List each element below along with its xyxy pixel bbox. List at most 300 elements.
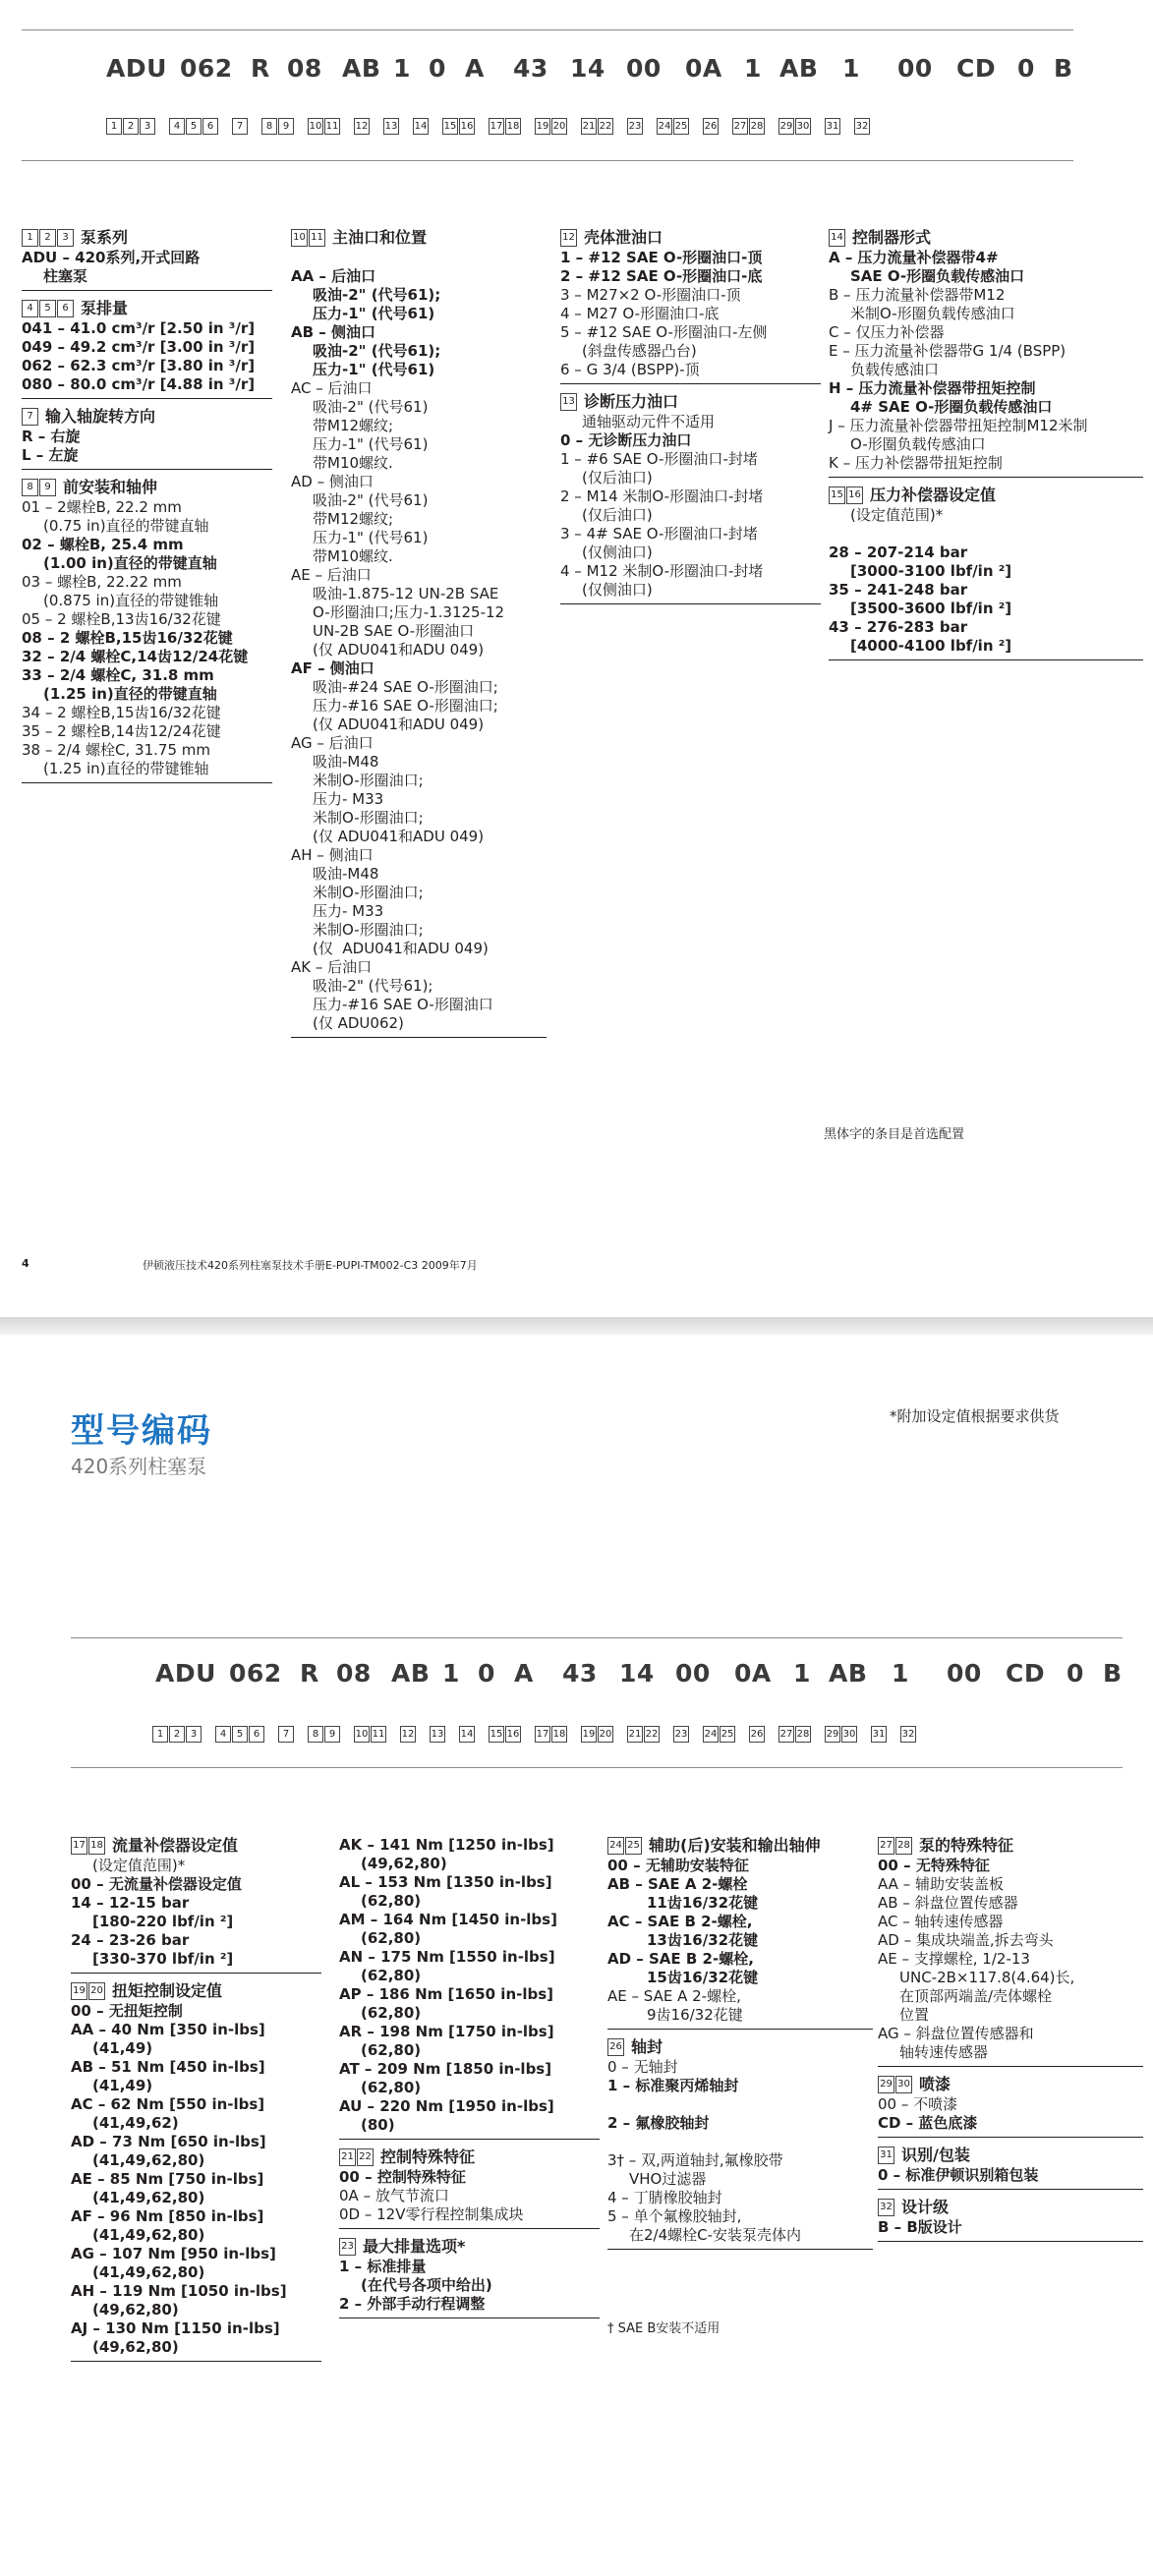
section-position-boxes — [71, 1982, 106, 2000]
option-line: 01 – 2螺栓B, 22.2 mm — [22, 498, 182, 516]
option-line: ADU – 420系列,开式回路 — [22, 249, 201, 266]
option-line: 9齿16/32花键 — [647, 2006, 743, 2024]
section-rule — [22, 290, 272, 291]
section-heading — [560, 228, 821, 247]
model-code-row — [0, 54, 1153, 93]
option-line: (设定值范围)* — [92, 1857, 186, 1874]
position-box: 15 — [442, 118, 458, 135]
position-box: 11 — [324, 118, 340, 135]
option-line: AA – 辅助安装盖板 — [878, 1875, 1004, 1893]
option-line: 15齿16/32花键 — [647, 1969, 759, 1986]
option-line: 4 – M27 O-形圈油口-底 — [560, 305, 720, 322]
option-line: (62,80) — [361, 2041, 422, 2059]
position-group — [169, 118, 219, 135]
option-line: SAE O-形圈负载传感油口 — [850, 267, 1025, 285]
position-box: 30 — [795, 118, 811, 135]
position-box: 24 — [607, 1837, 624, 1855]
option-line: 00 – 无特殊特征 — [878, 1857, 990, 1874]
section-heading — [829, 228, 1143, 247]
section-position-boxes — [878, 1837, 913, 1855]
option-line: C – 仅压力补偿器 — [829, 323, 945, 341]
position-group — [308, 118, 341, 135]
section-heading — [829, 486, 1143, 504]
section-rule — [22, 398, 272, 399]
option-line: AA – 后油口 — [291, 267, 376, 285]
option-line: 4# SAE O-形圈负载传感油口 — [850, 398, 1053, 416]
code-section — [829, 486, 1143, 660]
option-line: (仅 ADU041和ADU 049) — [313, 641, 485, 658]
code-segment: ADU — [155, 1659, 216, 1688]
position-box: 21 — [339, 2148, 356, 2166]
option-line: VHO过滤器 — [629, 2170, 707, 2188]
code-segment: 1 — [744, 54, 762, 83]
top-divider — [71, 1637, 1123, 1638]
position-group — [703, 118, 720, 135]
option-line: (49,62,80) — [361, 1855, 447, 1872]
position-box: 25 — [625, 1837, 642, 1855]
model-code-row — [49, 1659, 1153, 1698]
option-line: AC – 轴转速传感器 — [878, 1913, 1004, 1930]
code-segment: 062 — [180, 54, 233, 83]
position-box: 22 — [644, 1726, 660, 1743]
position-box: 5 — [39, 300, 56, 317]
option-line: (仅侧油口) — [582, 544, 653, 561]
position-box: 20 — [88, 1982, 105, 2000]
position-group — [354, 1726, 387, 1743]
option-line: (0.875 in)直径的带键锥轴 — [43, 592, 219, 609]
option-line: (62,80) — [361, 1892, 422, 1910]
code-segment: 00 — [897, 54, 933, 83]
code-section — [291, 228, 547, 1038]
option-line: 压力-1" (代号61) — [313, 361, 435, 378]
option-line: (80) — [361, 2116, 395, 2134]
code-segment: AB — [342, 54, 381, 83]
position-group — [308, 1726, 341, 1743]
option-line: (斜盘传感器凸台) — [582, 342, 697, 360]
option-line: AG – 斜盘位置传感器和 — [878, 2025, 1034, 2042]
option-line: 1 – 标准排量 — [339, 2258, 427, 2275]
position-box: 18 — [551, 1726, 567, 1743]
section-heading — [22, 299, 272, 317]
position-group — [215, 1726, 265, 1743]
option-line: AA – 40 Nm [350 in-lbs] — [71, 2021, 265, 2038]
position-boxes — [152, 1726, 930, 1743]
position-box: 17 — [71, 1837, 87, 1855]
section-title: 前安装和轴伸 — [63, 478, 158, 496]
option-line: 00 – 不喷漆 — [878, 2095, 958, 2113]
code-segment: 1 — [393, 54, 411, 83]
code-segment: 43 — [562, 1659, 598, 1688]
position-box: 2 — [123, 118, 139, 135]
position-box: 4 — [215, 1726, 231, 1743]
page-5 — [0, 1335, 1153, 2576]
section-title: 辅助(后)安装和输出轴伸 — [649, 1836, 821, 1855]
option-line: 带M10螺纹. — [313, 547, 393, 565]
option-line: (1.25 in)直径的带键直轴 — [43, 685, 217, 703]
option-line: [4000-4100 lbf/in ²] — [850, 637, 1012, 655]
section-position-boxes — [22, 479, 57, 496]
section-position-boxes — [22, 300, 75, 317]
section-heading — [71, 1836, 321, 1855]
code-section — [71, 1836, 321, 1974]
column-1 — [71, 1836, 321, 2370]
option-line: 08 – 2 螺栓B,15齿16/32花键 — [22, 629, 233, 647]
option-line: [180-220 lbf/in ²] — [92, 1913, 234, 1930]
position-group — [489, 118, 522, 135]
option-line: 4 – M12 米制O-形圈油口-封堵 — [560, 562, 764, 580]
option-line: 00 – 无扭矩控制 — [71, 2002, 183, 2020]
section-position-boxes — [339, 2238, 357, 2256]
position-group — [430, 1726, 446, 1743]
option-line: AE – 85 Nm [750 in-lbs] — [71, 2170, 264, 2188]
position-box: 16 — [505, 1726, 521, 1743]
section-rule — [71, 2361, 321, 2362]
position-box: 15 — [829, 487, 845, 504]
position-group — [581, 1726, 614, 1743]
position-box: 21 — [627, 1726, 643, 1743]
section-title: 轴封 — [631, 2037, 663, 2056]
position-group — [278, 1726, 295, 1743]
option-line: AH – 侧油口 — [291, 846, 374, 864]
option-line: 0 – 标准伊顿识别箱包装 — [878, 2166, 1039, 2184]
option-line: 3 – 4# SAE O-形圈油口-封堵 — [560, 525, 758, 543]
option-line: AG – 后油口 — [291, 734, 374, 752]
position-box: 30 — [841, 1726, 857, 1743]
column-1 — [22, 228, 272, 791]
option-line: R – 右旋 — [22, 428, 81, 445]
code-segment: 0 — [1017, 54, 1035, 83]
option-line: 0 – 无轴封 — [607, 2058, 678, 2076]
option-line: 05 – 2 螺栓B,13齿16/32花键 — [22, 610, 221, 628]
option-line: 35 – 2 螺栓B,14齿12/24花键 — [22, 722, 221, 740]
section-position-boxes — [71, 1837, 106, 1855]
option-line — [291, 249, 547, 267]
section-heading — [607, 2037, 873, 2056]
position-box: 10 — [308, 118, 323, 135]
section-title: 泵的特殊特征 — [919, 1836, 1014, 1855]
position-box: 15 — [489, 1726, 504, 1743]
option-line: (62,80) — [361, 1967, 422, 1984]
option-line: 03 – 螺栓B, 22.22 mm — [22, 573, 182, 591]
column-3 — [607, 1836, 873, 2258]
option-line: (仅 ADU041和ADU 049) — [313, 940, 489, 957]
option-line: AD – 侧油口 — [291, 473, 374, 490]
option-line: AU – 220 Nm [1950 in-lbs] — [339, 2097, 554, 2115]
code-segment: AB — [779, 54, 819, 83]
option-line: 00 – 无流量补偿器设定值 — [71, 1875, 242, 1893]
position-box: 17 — [535, 1726, 550, 1743]
option-line: K – 压力补偿器带扭矩控制 — [829, 454, 1003, 472]
section-heading — [878, 2075, 1143, 2093]
option-line: (0.75 in)直径的带键直轴 — [43, 517, 209, 535]
position-box: 7 — [232, 118, 248, 135]
option-line: CD – 蓝色底漆 — [878, 2114, 978, 2132]
option-line: UN-2B SAE O-形圈油口 — [313, 622, 475, 640]
option-line — [607, 2095, 873, 2114]
position-box: 26 — [703, 118, 719, 135]
position-group — [825, 118, 841, 135]
position-box: 10 — [291, 229, 308, 247]
option-line: B – 压力流量补偿器带M12 — [829, 286, 1006, 304]
option-line: (1.25 in)直径的带键锥轴 — [43, 760, 209, 777]
code-segment: 062 — [229, 1659, 282, 1688]
option-line: (41,49,62,80) — [92, 2226, 205, 2244]
column-2 — [291, 228, 547, 1046]
code-segment: AB — [391, 1659, 431, 1688]
position-box: 1 — [152, 1726, 168, 1743]
option-line: 4 – 丁腈橡胶轴封 — [607, 2189, 722, 2206]
option-line: AM – 164 Nm [1450 in-lbs] — [339, 1911, 557, 1928]
option-line: 5 – #12 SAE O-形圈油口-左侧 — [560, 323, 768, 341]
section-heading — [607, 1836, 873, 1855]
code-segment: 1 — [793, 1659, 811, 1688]
option-line: 32 – 2/4 螺栓C,14齿12/24花键 — [22, 648, 249, 665]
position-box: 16 — [459, 118, 475, 135]
option-line: 吸油-M48 — [313, 865, 379, 883]
position-box: 14 — [413, 118, 429, 135]
position-box: 30 — [895, 2076, 912, 2093]
code-segment: 0 — [1067, 1659, 1084, 1688]
position-box: 6 — [202, 118, 218, 135]
option-line: AB – 斜盘位置传感器 — [878, 1894, 1018, 1912]
section-rule — [607, 2029, 873, 2030]
option-line: (41,49) — [92, 2077, 153, 2094]
availability-note: *附加设定值根据要求供货 — [890, 1407, 1060, 1425]
position-box: 8 — [22, 479, 38, 496]
position-box: 2 — [39, 229, 56, 247]
section-title: 最大排量选项* — [363, 2237, 466, 2256]
option-line: 吸油-2" (代号61); — [313, 977, 433, 995]
position-group — [383, 118, 400, 135]
section-position-boxes — [560, 229, 578, 247]
option-line: O-形圈负载传感油口 — [850, 435, 986, 453]
section-position-boxes — [878, 2076, 913, 2093]
section-position-boxes — [22, 229, 75, 247]
position-box: 23 — [339, 2238, 356, 2256]
option-line: 吸油-#24 SAE O-形圈油口; — [313, 678, 498, 696]
option-line — [607, 2133, 873, 2151]
position-box: 32 — [900, 1726, 916, 1743]
column-3 — [560, 228, 821, 612]
code-segment: 0A — [734, 1659, 772, 1688]
page-title: 型号编码 — [71, 1411, 212, 1451]
section-title: 输入轴旋转方向 — [45, 407, 156, 426]
position-group — [535, 118, 568, 135]
position-group — [354, 118, 371, 135]
code-segment: 00 — [675, 1659, 711, 1688]
position-group — [703, 1726, 736, 1743]
sae-note: † SAE B安装不适用 — [607, 2321, 721, 2336]
preferred-note: 黑体字的条目是首选配置 — [824, 1127, 965, 1142]
option-line: 压力-1" (代号61) — [313, 305, 435, 322]
position-box: 18 — [88, 1837, 105, 1855]
option-line: 吸油-2" (代号61) — [313, 398, 429, 416]
option-line: AE – 支撑螺栓, 1/2-13 — [878, 1950, 1030, 1968]
position-box: 1 — [22, 229, 38, 247]
option-line: 带M10螺纹. — [313, 454, 393, 472]
option-line: 38 – 2/4 螺栓C, 31.75 mm — [22, 741, 210, 759]
option-line: 在2/4螺栓C-安装泵壳体内 — [629, 2226, 802, 2244]
option-line: (设定值范围)* — [850, 506, 944, 524]
section-rule — [560, 603, 821, 604]
option-line: AF – 侧油口 — [291, 659, 375, 677]
position-box: 24 — [657, 118, 672, 135]
section-title: 扭矩控制设定值 — [112, 1981, 223, 2000]
position-box: 7 — [22, 408, 38, 426]
section-position-boxes — [560, 393, 578, 411]
position-group — [413, 118, 430, 135]
option-line: (62,80) — [361, 1929, 422, 1947]
code-section — [22, 407, 272, 470]
position-box: 17 — [489, 118, 504, 135]
position-box: 27 — [778, 1726, 794, 1743]
section-position-boxes — [607, 1837, 643, 1855]
position-group — [261, 118, 295, 135]
section-title: 主油口和位置 — [332, 228, 428, 247]
code-segment: 0A — [685, 54, 722, 83]
section-rule — [339, 2139, 600, 2140]
option-line: AE – SAE A 2-螺栓, — [607, 1987, 741, 2005]
page-subtitle: 420系列柱塞泵 — [71, 1455, 207, 1478]
position-group — [489, 1726, 522, 1743]
code-section — [607, 2037, 873, 2250]
code-segment: 1 — [892, 1659, 909, 1688]
position-box: 14 — [459, 1726, 475, 1743]
position-box: 21 — [581, 118, 597, 135]
option-line: 02 – 螺栓B, 25.4 mm — [22, 536, 184, 553]
option-line: 压力-1" (代号61) — [313, 529, 429, 546]
option-line: (41,49,62,80) — [92, 2263, 205, 2281]
position-group — [581, 118, 614, 135]
position-box: 12 — [354, 118, 370, 135]
section-title: 控制特殊特征 — [380, 2147, 476, 2166]
option-line: AG – 107 Nm [950 in-lbs] — [71, 2245, 276, 2262]
code-segment: 43 — [513, 54, 548, 83]
position-box: 20 — [598, 1726, 613, 1743]
section-rule — [71, 1973, 321, 1974]
option-line: (仅 ADU062) — [313, 1014, 404, 1032]
position-box: 11 — [371, 1726, 386, 1743]
position-box: 28 — [795, 1726, 811, 1743]
position-box: 25 — [673, 118, 689, 135]
position-box: 9 — [39, 479, 56, 496]
option-line: AC – 后油口 — [291, 379, 373, 397]
option-line: (41,49,62) — [92, 2114, 179, 2132]
position-box: 8 — [261, 118, 277, 135]
option-line: 2 – #12 SAE O-形圈油口-底 — [560, 267, 763, 285]
option-line: AJ – 130 Nm [1150 in-lbs] — [71, 2319, 280, 2337]
position-group — [900, 1726, 917, 1743]
code-section — [22, 228, 272, 291]
section-position-boxes — [339, 2148, 375, 2166]
option-line: 压力-#16 SAE O-形圈油口; — [313, 697, 498, 715]
option-line: 米制O-形圈负载传感油口 — [850, 305, 1015, 322]
position-box: 31 — [878, 2147, 894, 2164]
section-rule — [829, 659, 1143, 660]
option-line: AH – 119 Nm [1050 in-lbs] — [71, 2282, 287, 2300]
position-box: 3 — [140, 118, 155, 135]
position-group — [778, 1726, 812, 1743]
code-segment: A — [514, 1659, 534, 1688]
code-section — [339, 1836, 600, 2140]
option-line: AF – 96 Nm [850 in-lbs] — [71, 2207, 264, 2225]
code-segment: 08 — [287, 54, 322, 83]
position-group — [459, 1726, 476, 1743]
section-title: 控制器形式 — [852, 228, 932, 247]
section-rule — [829, 477, 1143, 478]
code-section — [22, 299, 272, 399]
code-section — [829, 228, 1143, 478]
code-segment: CD — [956, 54, 997, 83]
section-heading — [71, 1981, 321, 2000]
page-gap — [0, 1317, 1153, 1335]
position-box: 5 — [186, 118, 202, 135]
option-line: 2 – M14 米制O-形圈油口-封堵 — [560, 487, 764, 505]
position-box: 25 — [720, 1726, 735, 1743]
position-group — [732, 118, 766, 135]
position-box: 3 — [186, 1726, 202, 1743]
option-line: AC – 62 Nm [550 in-lbs] — [71, 2095, 265, 2113]
option-line: 米制O-形圈油口; — [313, 809, 424, 827]
section-position-boxes — [22, 408, 39, 426]
code-segment: CD — [1006, 1659, 1046, 1688]
code-section — [607, 1836, 873, 2030]
option-line: AL – 153 Nm [1350 in-lbs] — [339, 1873, 552, 1891]
option-line: [3000-3100 lbf/in ²] — [850, 562, 1012, 580]
option-line: 吸油-1.875-12 UN-2B SAE — [313, 585, 499, 602]
option-line: 压力- M33 — [313, 790, 384, 808]
option-line: 位置 — [899, 2006, 930, 2024]
code-section — [560, 228, 821, 384]
option-line: 049 – 49.2 cm³/r [3.00 in ³/r] — [22, 338, 256, 356]
code-segment: B — [1054, 54, 1073, 83]
position-box: 32 — [878, 2199, 894, 2216]
position-box: 19 — [71, 1982, 87, 2000]
position-box: 23 — [673, 1726, 689, 1743]
section-title: 压力补偿器设定值 — [870, 486, 997, 504]
option-line: J – 压力流量补偿器带扭矩控制M12米制 — [829, 417, 1088, 434]
option-line: AB – SAE A 2-螺栓 — [607, 1875, 748, 1893]
code-section — [339, 2237, 600, 2318]
position-group — [778, 118, 812, 135]
position-box: 31 — [825, 118, 840, 135]
option-line: 压力- M33 — [313, 902, 384, 920]
option-line: O-形圈油口;压力-1.3125-12 — [313, 603, 505, 621]
position-box: 26 — [607, 2038, 624, 2056]
position-group — [749, 1726, 766, 1743]
section-title: 泵系列 — [81, 228, 129, 247]
code-segment: 08 — [336, 1659, 372, 1688]
option-line: H – 压力流量补偿器带扭矩控制 — [829, 379, 1036, 397]
position-box: 1 — [106, 118, 122, 135]
option-line: 34 – 2 螺栓B,15齿16/32花键 — [22, 704, 221, 721]
position-box: 4 — [169, 118, 185, 135]
section-rule — [22, 782, 272, 783]
position-box: 31 — [871, 1726, 887, 1743]
section-heading — [22, 407, 272, 426]
option-line: AK – 141 Nm [1250 in-lbs] — [339, 1836, 554, 1854]
position-box: 4 — [22, 300, 38, 317]
code-segment: 1 — [442, 1659, 460, 1688]
code-segment: 0 — [478, 1659, 495, 1688]
code-segment: AB — [829, 1659, 868, 1688]
option-line: 2 – 氟橡胶轴封 — [607, 2114, 710, 2132]
code-section — [878, 2146, 1143, 2190]
section-position-boxes — [607, 2038, 625, 2056]
option-line: 43 – 276-283 bar — [829, 618, 968, 636]
option-line: 2 – 外部手动行程调整 — [339, 2295, 486, 2313]
option-line: B – B版设计 — [878, 2218, 962, 2236]
